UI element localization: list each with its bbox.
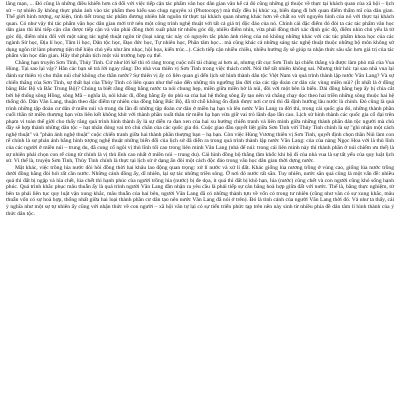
paragraph-son-tinh-thuy-tinh: Chẳng hạn truyện Sơn Tinh, Thủy Tinh. Cứ như lời kể thì rõ ràng trong cuộc nổi tài chàng ai hơn ai, nhưng rất cục Sơn Tinh lại chiến thắng và được làm phò mã của Vua Hùng. Tại sao lại vậy? Hẳn các bạn sẽ trả lời ngay rằng: Do nhà vua thiên vị Sơn Tinh trong việc thách cưới. Nói thế tất nhiên không sai. Nhưng thử hỏi: tại sao nhà vua lại đánh sự thiên vị cho thần núi chứ không cho thần nước? Sự thiên vị ấy có liên quan gì đến lịch sử hình thành dân tộc Việt Nam và quá trình thành lập nước Văn Lang? Và sự chiến thắng của Sơn Tinh, sự thất bại của Thủy Tinh có liên quan như thế nào đến những tín ngưỡng lâu đời của các tập đoàn cư dân các vùng miền núi? (Ít nhất là ở đồng bằng Bắc Bộ và Bắc Trung Bộ)? Chúng ta biết rằng đồng bằng nước ta nói chung hẹp, miền giữa miền bờ là núi, đồi với một bên là biển. Dải đồng bằng hẹp ấy bị chia cắt bởi hệ thống sông Hồng, sông Mã – nghĩa là, nói khác đi, đồng bằng ấy do phù sa của hai hệ thống sông ấy tạo nên và chẳng chạy dọc theo hai triền những sông thuộc hai hệ thống đó. Dân Văn Lang, thuận theo đặc điểm tự nhiên của đồng bằng Bắc Bộ, đã từ chỗ không ổn định được nơi cư trú thì đã định hướng lâu nước là chính. Đó cũng là quá trình những tập đoàn cư dân ở miền núi và trung du lần đi những tập đoàn cư dân ở miền hạ hạn và lên nước Văn Lang ra đời thì, trong cái quốc gia đó, những thành phần cuối thần từ miền thượng bạn vừa liên kết không khít với thành phần xuất thân từ miền hạ bạn vừa giữ vai trò lãnh đạo lẫn cao. Lịch sử hình thành các quốc gia cổ đại trên phạm vi toàn thế giới cho thấy rằng quá trình hình thành ấy là sự diễn ra đan xen của hai xu hướng chiến tranh và liên minh giữa những thành phần dân tộc người mà chủ đầy sẽ hợp thành những dân tộc – hạt nhân đóng vai trò chủ chăn của các quốc gia đó. Cuộc giao đầu quyết liệt giữa Sơn Tinh với Thủy Tinh chính là sự "ghi nhận một cách nghệ thuật" và "phản ánh nghệ thuật" cuộc chiến tranh giữa hai thành phần thượng bạn – hạ bạn. Còn việc Hùng Vương thiên vị Sơn Tinh, quyết định chọn thần Núi làm con rể chính là sự phản ánh bằng hình tượng nghệ thuật những biến đổi của lịch sử đã diễn ra trong quá trình thành lập nước Văn Lang: của của nàng Ngọc Hoa với là thủ lĩnh của các người ở miền núi – trung du, đã cung cố ngôi vị thủ lĩnh tối cao trong liên minh Văn Lang (nhà đế núi: trong cái liên minh này thì thành phần ở núi chiếm ưu thế) là sự nhiên phải chọn con rể cùng từ chính là vị thủ lĩnh cao nhất ở miền núi – trung du). Cái hình đồng bộ thắng tầm khốc khi bộ đi của nhà vua là sự tất yếu của quy luật lịch sử. Vì thế là, truyện Sơn Tinh, Thủy Tinh chính là thực tại lịch sử ở dạng ẩn đôi một cách độc đáo trong văn học dân gian thời dựng nước. (6, 59, 394, 165)
paragraph-wet-rice: Mặt khác, việc trồng lúa nước đòi hỏi đồng thời hai khâu lao động quan trọng: xử lí nước và xử lí đất. Khác giống lúa nương trồng ở vùng cao, giống lúa nước trồng dưới đồng bằng đòi hỏi rất cần nước. Những cánh đồng ấy, dĩ nhiên, lại sự tác những triền sông. Ở nơi đó nước rất sẵn. Tuy nhiên, nước sẵn quá cũng là một vấn đề: nhiều quá thì đất bị ngập và lúa chết, lúa chết thì hạnh phúc của người trồng lúa (nước) bị đe dọa, ít quá thì đất bị khô hạn, lúa (nước) cũng chết và con người cũng khó sống hạnh phúc. Quá trình khắc phục mâu thuẫn ấy là quá trình người Văn Lang dần nhận ra yêu cầu là phải tiếp sự cân bằng hoà hợp giữa đất với nước. Thế là, bằng thực nghiệm, từ bên ta phải liên tục quy luật vận xung khắc, mâu thuẫn của hai bên, người Văn Lang đã có những thành tựu về vốn có trong tư nhiên (cũng như văn có sự xung khắc, mâu thuẫn vốn có sự hoà hợp, thống nhất giữa hai loại thành phần cư dân tạo nên nước Văn Lang đã nói ở trên). Đó là tình cảnh của người Văn Lang thời đó. Vả như ta thấy, cái ý nghĩa như một sự tự nhiên ấy cũng với nhận thức về con người – xã hội văn tự lại có sự tiến triển phức tạp trên nền này sinh từ nhiều phía đề dân tâm lí hình thành của ý thức dân tộc. (6, 164, 394, 217)
paragraph-intro: lãng mạn, ... Đó cũng là những điều khiến hơn cả đối với việc tiếp cận tác phẩm văn học dân gian văn kể cả đó cũng những gì thuộc về thực tại khách quan của xã hội – lịch sử – tự nhiên ấy không thực phản ánh vào tác phẩm theo kiểu sao chụp nguyên xi (Photocopy) mà thấy đều bị khúc xạ, biến dạng đi bởi quan điểm thẩm mĩ của dân gian. Thế giới hình tượng, sự kiện, tình tiết trong tác phẩm đương nhiên bắt nguồn từ thực tại khách quan nhưng khác hơn về chất so với nguyên hình của nó với thực tại khách quan. Có như vậy thì tác phẩm văn học dân gian mới trở nên một công trình nghệ thuật với tất cả giá trị độc đáo của nó. Chính cái đặc điểm đó đòi ta các tác phẩm văn học dân gian thì khi tiếp cận cần được tiếp cận và văn phải đồng thời xuất phát từ nhiều góc độ, nhiều điểm nhìn, vừa phải đồng thời xác định góc độ, điểm nhìn chủ yếu là từ góc độ, điểm nhìn đối với một sáng tác nghệ thuật ngôn từ (loại sáng tác này có nguyên tắc phản ảnh riêng của nó không những khác với các tác phẩm khoa học của các ngành Sử học, Địa lí học, Tâm lí học, Dân tộc học, Đạo đức học, Tự nhiên học, Phân tâm học... mà cũng khác cả những sáng tác nghệ thuật thuộc những bộ môn không sử dụng ngôn từ làm phương tiện thể hiện chủ yếu như âm nhạc, hội họa, kiến trúc...). Cách tiếp cận nhiều chiều, nhiều hướng ấy sẽ giúp ta nhận thức sâu sắc hơn giá trị của tác phẩm văn học dân gian. Hãy thử phân tích một vài trường hợp cụ thể. (6, 1, 394, 60)
